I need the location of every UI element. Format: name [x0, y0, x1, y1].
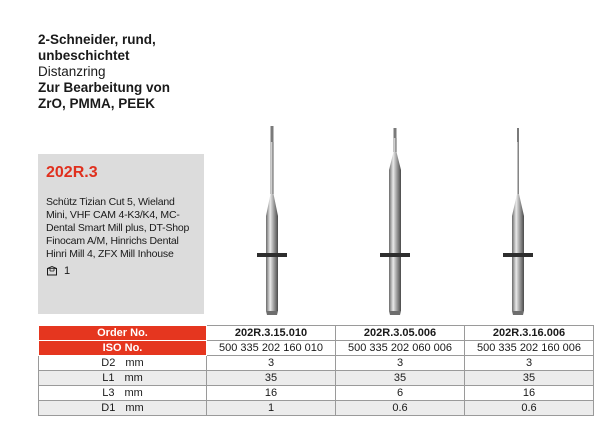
d1-value-3: 0.6 — [465, 401, 594, 416]
heading-line-1: 2-Schneider, rund, — [38, 32, 156, 47]
l1-name: L1 — [102, 372, 115, 384]
iso-number-label: ISO No. — [39, 341, 207, 356]
milling-tool-image-1 — [242, 124, 302, 320]
compatibility-text: Schütz Tizian Cut 5, Wieland Mini, VHF CAM 4-K3/K4, MC-Dental Smart Mill plus, DT-Shop Finocam A/M, Hinrichs Dental Hinri Mill 4, ZFX Mill Inhouse — [46, 196, 190, 260]
heading-line-3: Distanzring — [38, 64, 106, 79]
iso-number-row — [39, 341, 594, 356]
d2-unit: mm — [125, 357, 144, 369]
heading-line-2: unbeschichtet — [38, 48, 130, 63]
l3-unit: mm — [124, 387, 143, 399]
order-number-3: 202R.3.16.006 — [465, 326, 594, 341]
d2-row — [39, 356, 594, 371]
d2-value-1: 3 — [207, 356, 336, 371]
heading-line-4: Zur Bearbeitung von — [38, 80, 171, 95]
iso-number-3: 500 335 202 160 006 — [465, 341, 594, 356]
iso-number-1: 500 335 202 160 010 — [207, 341, 336, 356]
order-number-2: 202R.3.05.006 — [336, 326, 465, 341]
milling-tool-image-3 — [488, 124, 548, 320]
product-info-box — [38, 154, 204, 314]
order-number-row — [39, 326, 594, 341]
order-number-1: 202R.3.15.010 — [207, 326, 336, 341]
l1-value-3: 35 — [465, 371, 594, 386]
l1-label — [39, 371, 207, 386]
milling-tool-image-2 — [365, 124, 425, 320]
d2-name: D2 — [101, 357, 116, 369]
iso-number-2: 500 335 202 060 006 — [336, 341, 465, 356]
pack-quantity: 1 — [64, 265, 71, 277]
order-number-label: Order No. — [39, 326, 207, 341]
d2-value-3: 3 — [465, 356, 594, 371]
d2-value-2: 3 — [336, 356, 465, 371]
l3-label — [39, 386, 207, 401]
l1-value-2: 35 — [336, 371, 465, 386]
tool-images — [205, 124, 595, 320]
product-code: 202R.3 — [46, 164, 98, 181]
l1-value-1: 35 — [207, 371, 336, 386]
package-box-icon — [46, 265, 58, 277]
specification-table — [38, 325, 594, 416]
d2-label — [39, 356, 207, 371]
d1-value-1: 1 — [207, 401, 336, 416]
heading-line-5: ZrO, PMMA, PEEK — [38, 96, 156, 111]
d1-value-2: 0.6 — [336, 401, 465, 416]
l3-value-3: 16 — [465, 386, 594, 401]
product-heading — [38, 32, 208, 112]
pack-info — [46, 265, 196, 277]
l1-unit: mm — [124, 372, 143, 384]
d1-name: D1 — [101, 402, 116, 414]
d1-label — [39, 401, 207, 416]
l3-name: L3 — [102, 387, 115, 399]
l1-row — [39, 371, 594, 386]
l3-row — [39, 386, 594, 401]
d1-unit: mm — [125, 402, 144, 414]
l3-value-1: 16 — [207, 386, 336, 401]
d1-row — [39, 401, 594, 416]
l3-value-2: 6 — [336, 386, 465, 401]
